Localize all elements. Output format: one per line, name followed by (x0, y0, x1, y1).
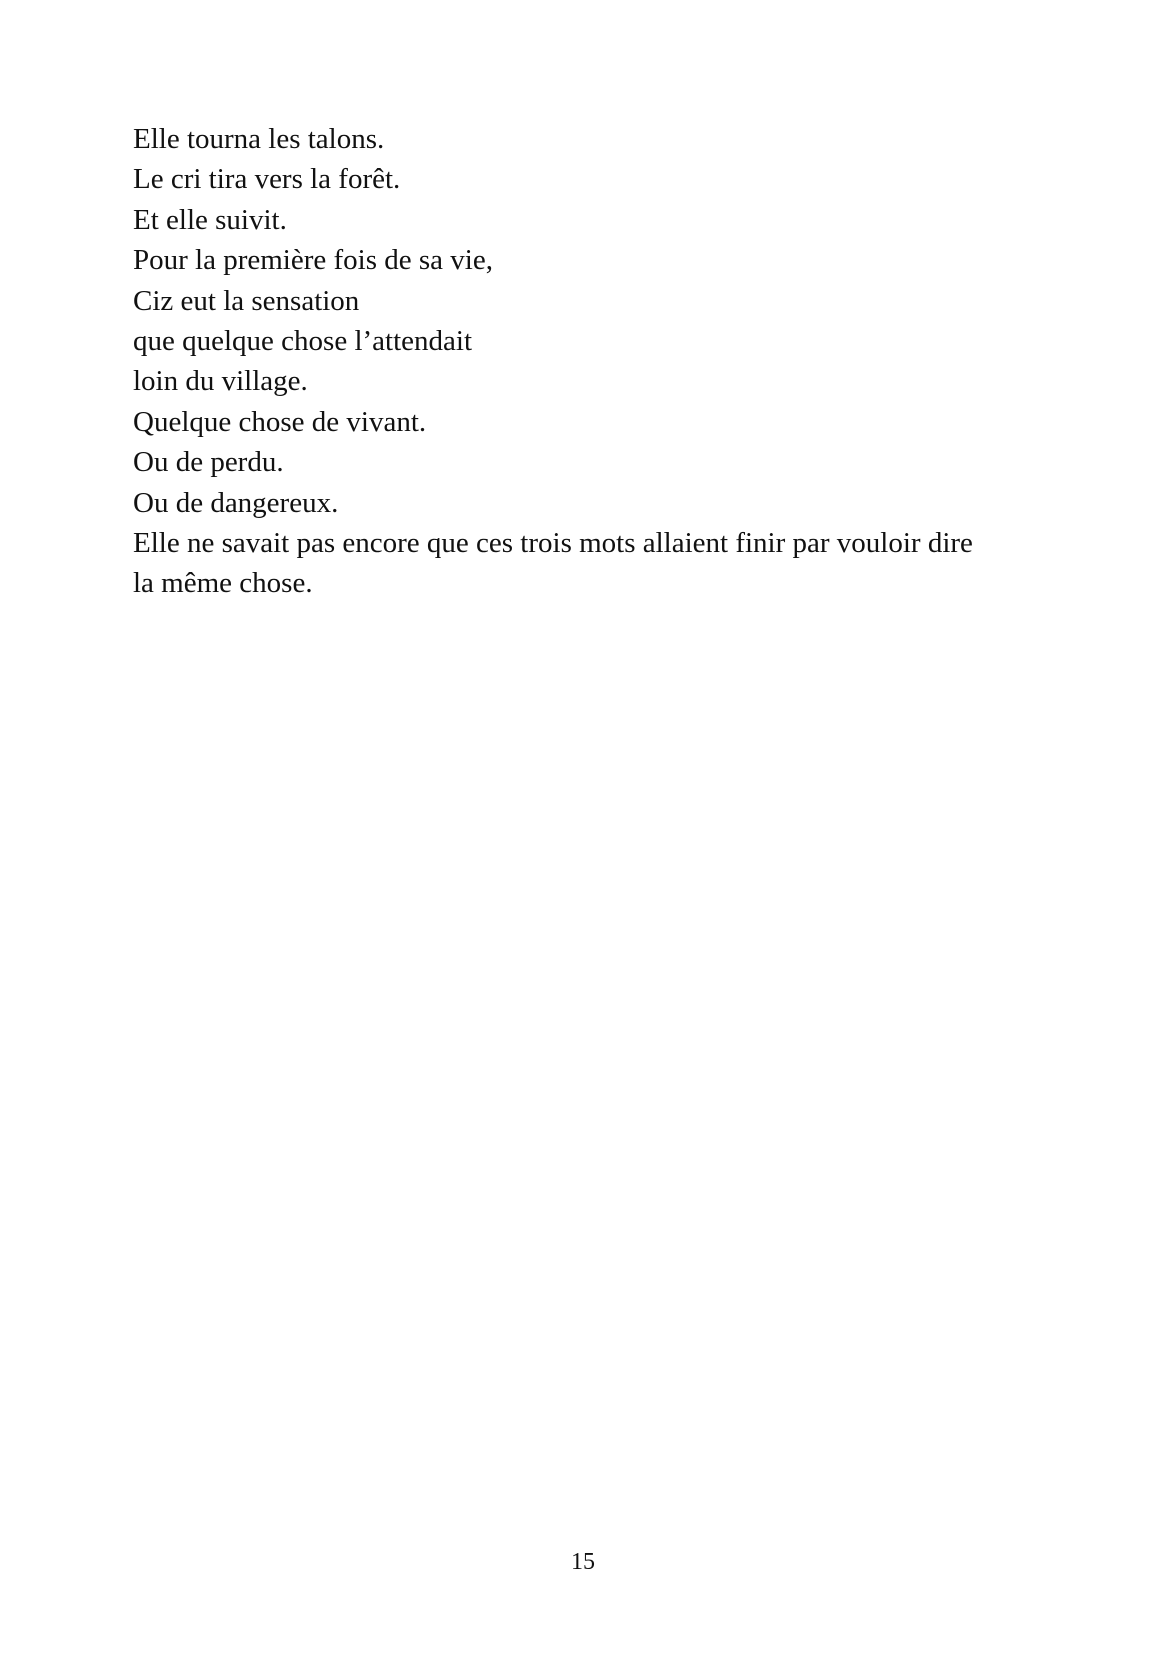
text-line: loin du village. (133, 365, 308, 398)
text-line: Elle ne savait pas encore que ces trois mots allaient finir par vouloir dire (133, 527, 973, 560)
text-line: Quelque chose de vivant. (133, 405, 427, 438)
text-line: Elle tourna les talons. (133, 123, 385, 155)
text-line: Et elle suivit. (133, 203, 287, 236)
text-line: Ou de perdu. (133, 446, 284, 479)
body-text (133, 119, 1053, 604)
text-line: la même chose. (133, 567, 313, 600)
page-number: 15 (571, 1549, 595, 1575)
text-line: Pour la première fois de sa vie, (133, 244, 493, 277)
text-line: Ciz eut la sensation (133, 284, 360, 317)
text-line: Ou de dangereux. (133, 486, 339, 519)
text-line: que quelque chose l’attendait (133, 325, 473, 358)
text-line: Le cri tira vers la forêt. (133, 163, 401, 196)
